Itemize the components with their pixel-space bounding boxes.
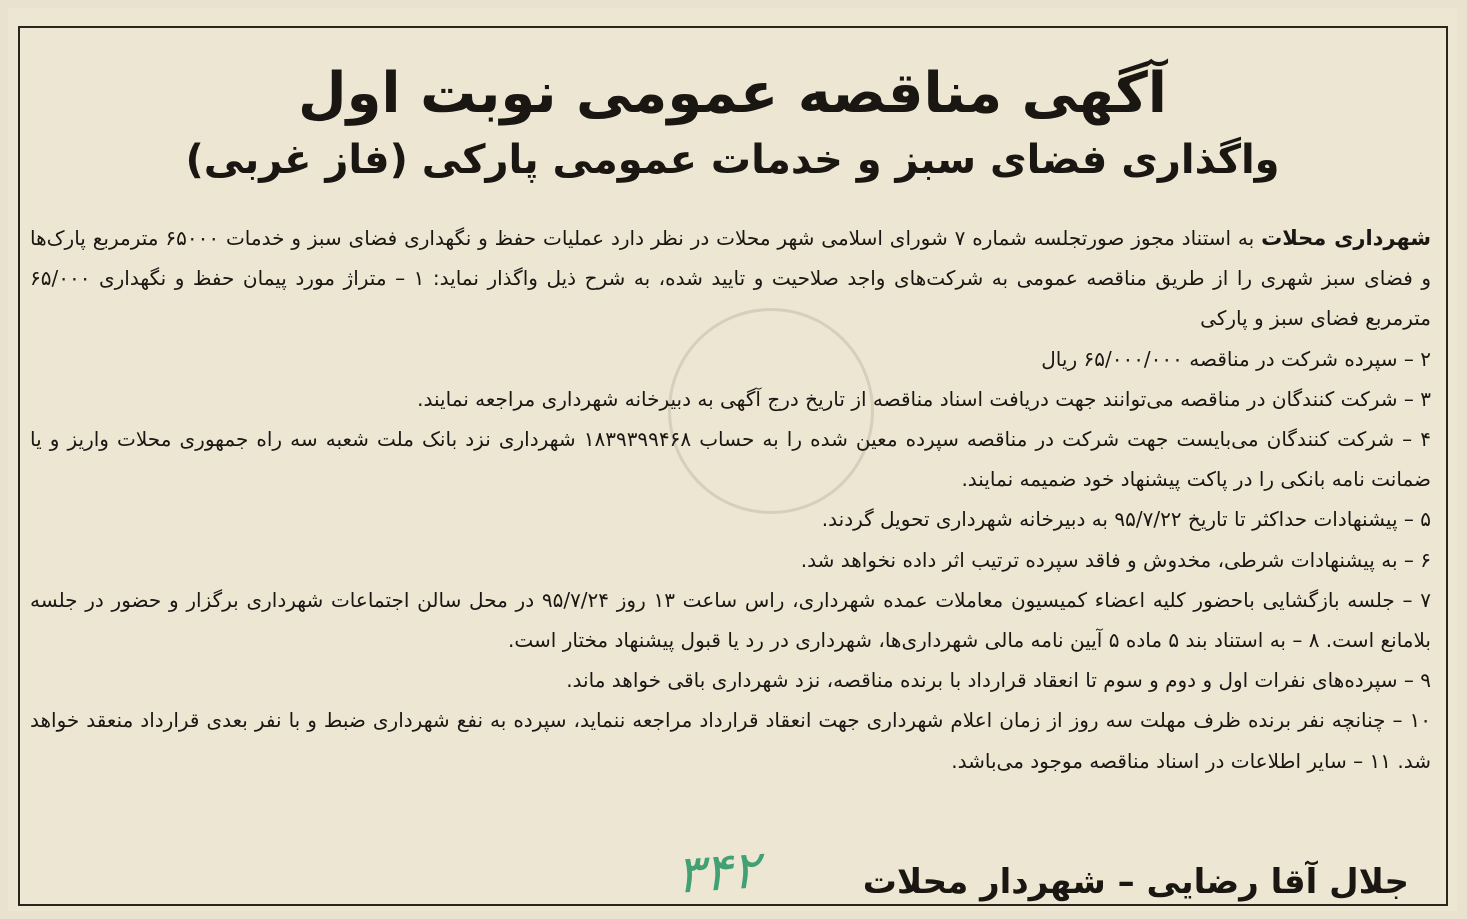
intro-lead: شهرداری محلات — [1261, 226, 1431, 250]
notice-item: ۲ – سپرده شرکت در مناقصه ۶۵/۰۰۰/۰۰۰ ریال — [1041, 346, 1431, 371]
notice-item: ۵ – پیشنهادات حداکثر تا تاریخ ۹۵/۷/۲۲ به دبیرخانه شهرداری تحویل گردند. — [821, 507, 1431, 532]
notice-item: ۳ – شرکت کنندگان در مناقصه می‌توانند جهت دریافت اسناد مناقصه از تاریخ درج آگهی به دبیرخانه شهرداری مراجعه نمایند. — [417, 386, 1431, 411]
notice-item: ۱۰ – چنانچه نفر برنده ظرف مهلت سه روز از زمان اعلام شهرداری جهت انعقاد قرارداد مراجعه ننماید، سپرده به نفع شهرداری ضبط و با نفر بعدی قرارداد منعقد خواهد شد. ۱۱ – سایر اطلاعات در اسناد مناقصه موجود می‌باشد. — [30, 708, 1431, 773]
notice-body — [30, 218, 1431, 781]
notice-subtitle: واگذاری فضای سبز و خدمات عمومی پارکی (فاز غربی) — [185, 137, 1280, 183]
signature-line: جلال آقا رضایی – شهردار محلات — [862, 862, 1409, 902]
notice-title: آگهی مناقصه عمومی نوبت اول — [297, 61, 1167, 126]
notice-item: ۹ – سپرده‌های نفرات اول و دوم و سوم تا انعقاد قرارداد با برنده مناقصه، نزد شهرداری باقی خواهد ماند. — [566, 668, 1431, 693]
newspaper-clipping — [8, 8, 1457, 911]
intro-paragraph — [30, 218, 1431, 339]
intro-text: به استناد مجوز صورتجلسه شماره ۷ شورای اسلامی شهر محلات در نظر دارد عملیات حفظ و نگهداری فضای سبز و خدمات ۶۵۰۰۰ مترمربع پارک‌ها و فضای سبز شهری را از طریق مناقصه عمومی به شرکت‌های واجد صلاحیت و تایید شده، به شرح ذیل واگذار نماید: ۱ – متراژ مورد پیمان حفظ و نگهداری ۶۵/۰۰۰ مترمربع فضای سبز و پارکی — [30, 226, 1431, 331]
handwritten-number: ۳۴۲ — [674, 840, 762, 906]
notice-item: ۴ – شرکت کنندگان می‌بایست جهت شرکت در مناقصه سپرده معین شده را به حساب ۱۸۳۹۳۹۹۴۶۸ شهرداری نزد بانک ملت شعبه سه راه جمهوری محلات واریز و یا ضمانت نامه بانکی را در پاکت پیشنهاد خود ضمیمه نمایند. — [30, 427, 1431, 492]
notice-item: ۷ – جلسه بازگشایی باحضور کلیه اعضاء کمیسیون معاملات عمده شهرداری، راس ساعت ۱۳ روز ۹۵/۷/۲۴ در محل سالن اجتماعات شهرداری برگزار و حضور در جلسه بلامانع است. ۸ – به استناد بند ۵ ماده ۵ آیین نامه مالی شهرداری‌ها، شهرداری در رد یا قبول پیشنهاد مختار است. — [30, 587, 1431, 653]
notice-item: ۶ – به پیشنهادات شرطی، مخدوش و فاقد سپرده ترتیب اثر داده نخواهد شد. — [800, 547, 1431, 572]
